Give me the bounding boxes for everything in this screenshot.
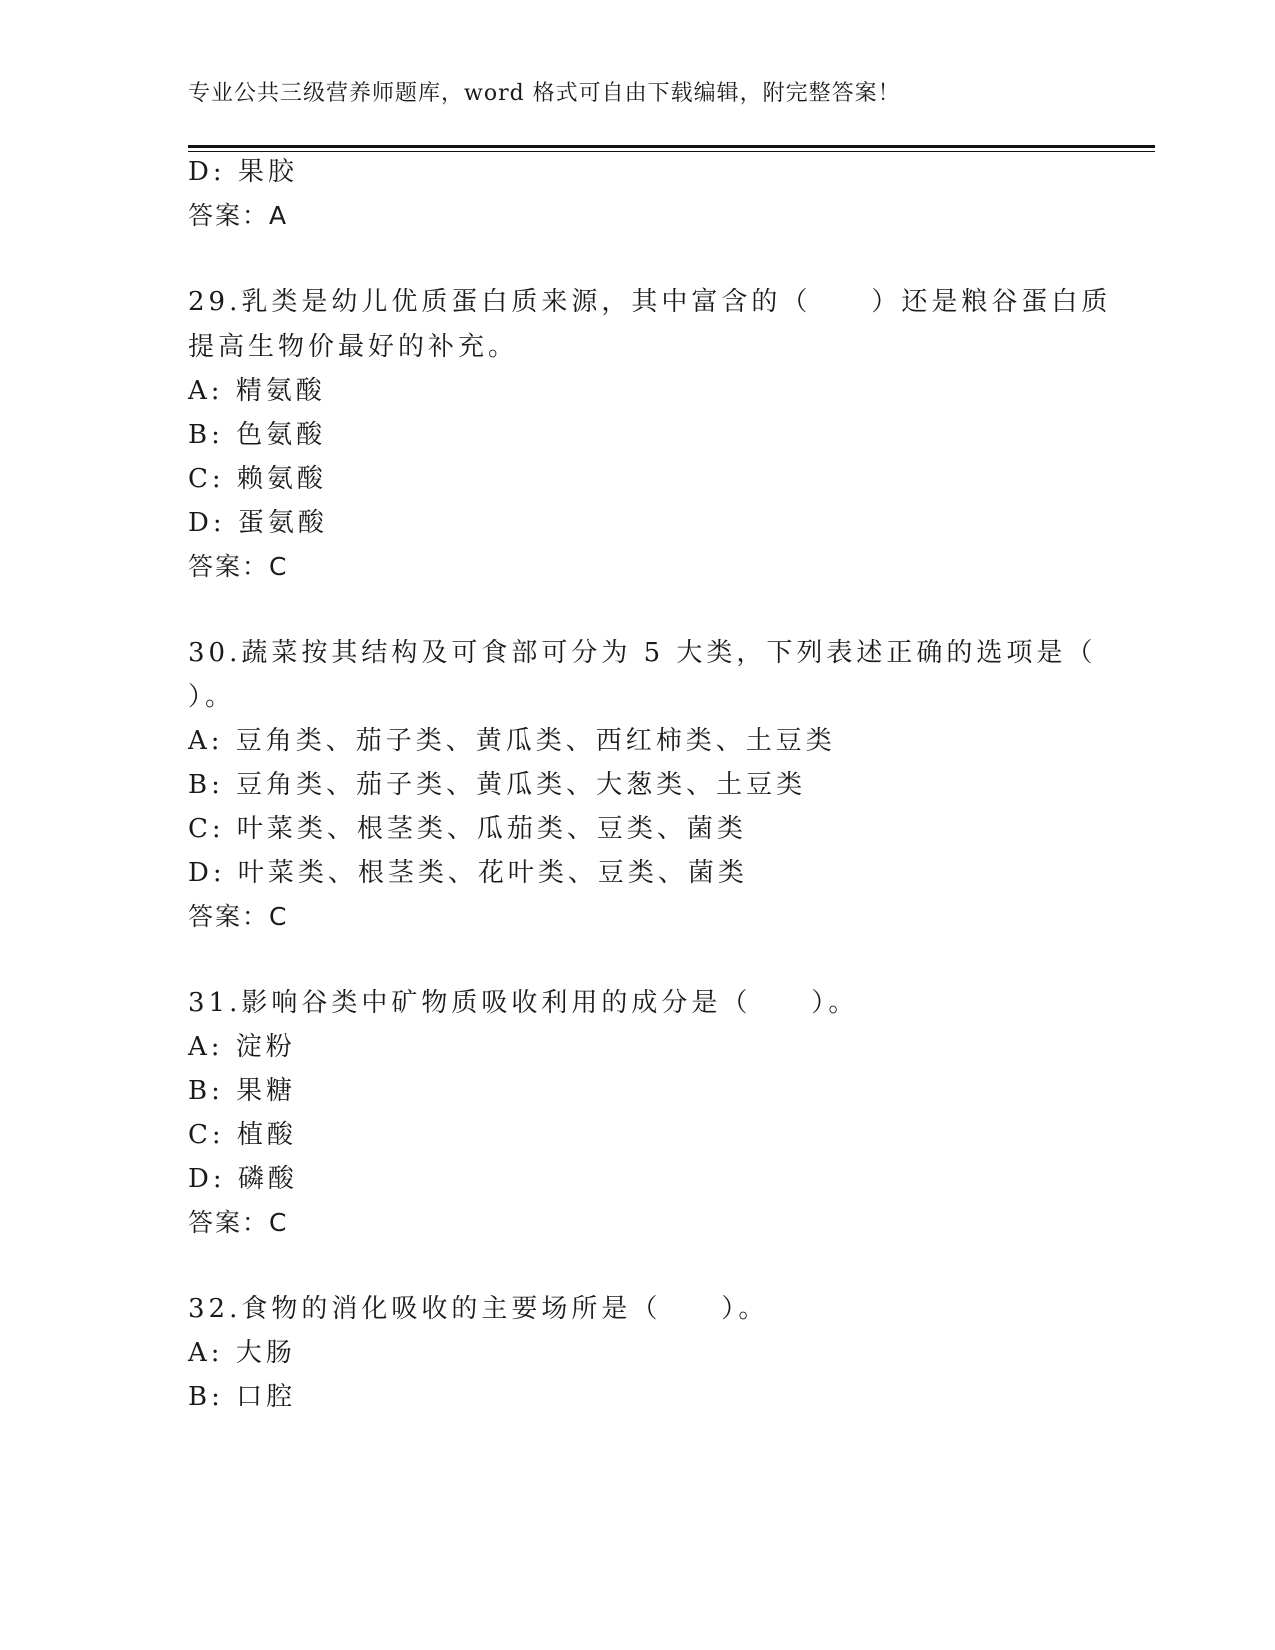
q30-option-d: D: 叶菜类、根茎类、花叶类、豆类、菌类 bbox=[188, 858, 748, 888]
q30-stem-line1: 30.蔬菜按其结构及可食部可分为 5 大类，下列表述正确的选项是（ bbox=[188, 638, 1097, 668]
prev-option-d: D: 果胶 bbox=[188, 157, 298, 187]
q30-option-b: B: 豆角类、茄子类、黄瓜类、大葱类、土豆类 bbox=[188, 770, 807, 800]
q31-option-c: C: 植酸 bbox=[188, 1120, 297, 1150]
q31-answer: 答案：C bbox=[188, 1208, 289, 1237]
q32-option-b: B: 口腔 bbox=[188, 1382, 297, 1412]
q30-option-c: C: 叶菜类、根茎类、瓜茄类、豆类、菌类 bbox=[188, 814, 747, 844]
q31-option-d: D: 磷酸 bbox=[188, 1164, 298, 1194]
q29-option-b: B: 色氨酸 bbox=[188, 420, 327, 450]
q31-stem-line1: 31.影响谷类中矿物质吸收利用的成分是（ ）。 bbox=[188, 988, 859, 1018]
q32-stem-line1: 32.食物的消化吸收的主要场所是（ ）。 bbox=[188, 1294, 769, 1324]
q29-stem-line2: 提高生物价最好的补充。 bbox=[188, 332, 519, 362]
q30-option-a: A: 豆角类、茄子类、黄瓜类、西红柿类、土豆类 bbox=[188, 726, 836, 756]
header-rule-thin bbox=[188, 151, 1155, 152]
q31-option-b: B: 果糖 bbox=[188, 1076, 297, 1106]
q30-answer: 答案：C bbox=[188, 902, 289, 931]
q31-option-a: A: 淀粉 bbox=[188, 1032, 296, 1062]
header-rule-thick bbox=[188, 145, 1155, 148]
q29-stem-line1: 29.乳类是幼儿优质蛋白质来源，其中富含的（ ）还是粮谷蛋白质 bbox=[188, 287, 1112, 317]
q32-option-a: A: 大肠 bbox=[188, 1338, 296, 1368]
q29-option-c: C: 赖氨酸 bbox=[188, 464, 327, 494]
q30-stem-line2: ）。 bbox=[188, 682, 236, 712]
q29-option-d: D: 蛋氨酸 bbox=[188, 508, 328, 538]
page-header: 专业公共三级营养师题库，word 格式可自由下载编辑，附完整答案！ bbox=[188, 81, 901, 106]
q29-option-a: A: 精氨酸 bbox=[188, 376, 326, 406]
q29-answer: 答案：C bbox=[188, 552, 289, 581]
prev-answer: 答案：A bbox=[188, 201, 289, 230]
